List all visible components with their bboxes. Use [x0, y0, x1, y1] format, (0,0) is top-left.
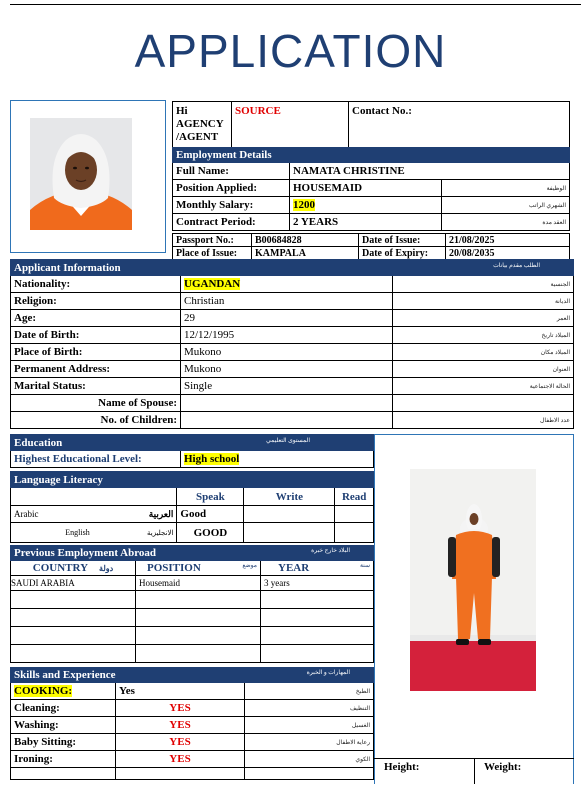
- weight-label: Weight:: [484, 761, 522, 773]
- agency-label: Hi AGENCY /AGENT: [173, 102, 232, 148]
- table-row: Baby Sitting: YES رعاية الاطفال: [11, 734, 374, 751]
- table-row: Permanent Address: Mukono العنوان: [11, 361, 574, 378]
- language-table: Language Literacy Speak Write Read Arabic العربية Good English الانجليزية GOOD: [10, 471, 374, 543]
- table-row: COOKING: Yes الطبخ: [11, 683, 374, 700]
- table-row: Arabic العربية Good: [11, 506, 374, 523]
- table-row: Nationality: UGANDAN الجنسية: [11, 276, 574, 293]
- table-row: Religion: Christian الديانة: [11, 293, 574, 310]
- table-row: [11, 645, 374, 663]
- table-row: English الانجليزية GOOD: [11, 523, 374, 543]
- nationality-value: UGANDAN: [184, 278, 241, 290]
- salary-value: 1200: [293, 199, 315, 211]
- table-row: Ironing: YES الكوي: [11, 751, 374, 768]
- education-header: Education: [14, 436, 63, 449]
- employment-table: [172, 147, 570, 231]
- table-row: [11, 591, 374, 609]
- table-row: Monthly Salary: 1200 الشهري الراتب: [173, 197, 570, 214]
- applicant-header: Applicant Information: [14, 261, 121, 274]
- table-row: [11, 609, 374, 627]
- table-row: Washing: YES الغسيل: [11, 717, 374, 734]
- table-row: No. of Children: عدد الاطفال: [11, 412, 574, 429]
- education-level-value: High school: [184, 453, 240, 465]
- table-row: Date of Birth: 12/12/1995 الميلاد تاريخ: [11, 327, 574, 344]
- table-row: [11, 627, 374, 645]
- education-table: Education المستوى التعليمي Highest Educational Level: High school: [10, 434, 374, 468]
- applicant-table: Applicant Information الطلب مقدم بيانات Nationality: UGANDAN الجنسية Religion: Christian الديانة Age: 29 العمر Date of Birth: 12/12/1995 الميلاد تاريخ Place of Birth: Mukono الميلاد مكان Permanent Address: Mukono العنوان Marital Status: Single الحالة الاجتماعية Name of Spouse: No. of Children: عدد الاطفال: [10, 259, 574, 429]
- table-row: Position Applied: HOUSEMAID الوظيفة: [173, 180, 570, 197]
- full-body-photo: [410, 469, 536, 691]
- skills-header: Skills and Experience: [14, 669, 116, 681]
- passport-table: Passport No.: B00684828 Date of Issue: 21/08/2025 Place of Issue: KAMPALA Date of Expiry: 20/08/2035: [172, 233, 570, 260]
- table-row: Cleaning: YES التنظيف: [11, 700, 374, 717]
- agency-source: SOURCE: [232, 102, 349, 148]
- table-row: SAUDI ARABIA Housemaid 3 years: [11, 576, 374, 591]
- agency-table: [172, 101, 570, 148]
- table-row: Full Name: NAMATA CHRISTINE: [173, 163, 570, 180]
- portrait-photo: [30, 118, 132, 230]
- employment-header: Employment Details: [173, 148, 570, 163]
- table-row: Place of Birth: Mukono الميلاد مكان: [11, 344, 574, 361]
- height-label: Height:: [384, 761, 420, 773]
- page-title: APPLICATION: [134, 25, 447, 77]
- top-rule: [10, 4, 581, 5]
- table-row: Name of Spouse:: [11, 395, 574, 412]
- skills-table: Skills and Experience المهارات و الخبرة COOKING: Yes الطبخ Cleaning: YES التنظيف Washing: YES الغسيل Baby Sitting: YES رعاية الاطفال Ironing: YES الكوي: [10, 667, 374, 780]
- table-row: Contract Period: 2 YEARS العقد مدة: [173, 214, 570, 231]
- contact-label: Contact No.:: [349, 102, 570, 148]
- table-row: Age: 29 العمر: [11, 310, 574, 327]
- language-header: Language Literacy: [11, 472, 374, 488]
- previous-header: Previous Employment Abroad: [14, 547, 156, 559]
- previous-employment-table: Previous Employment Abroad البلاد خارج خبرة COUNTRY دولة POSITION موضع YEAR سنة SAUDI ARABIA Housemaid 3 years: [10, 545, 374, 663]
- table-row: Marital Status: Single الحالة الاجتماعية: [11, 378, 574, 395]
